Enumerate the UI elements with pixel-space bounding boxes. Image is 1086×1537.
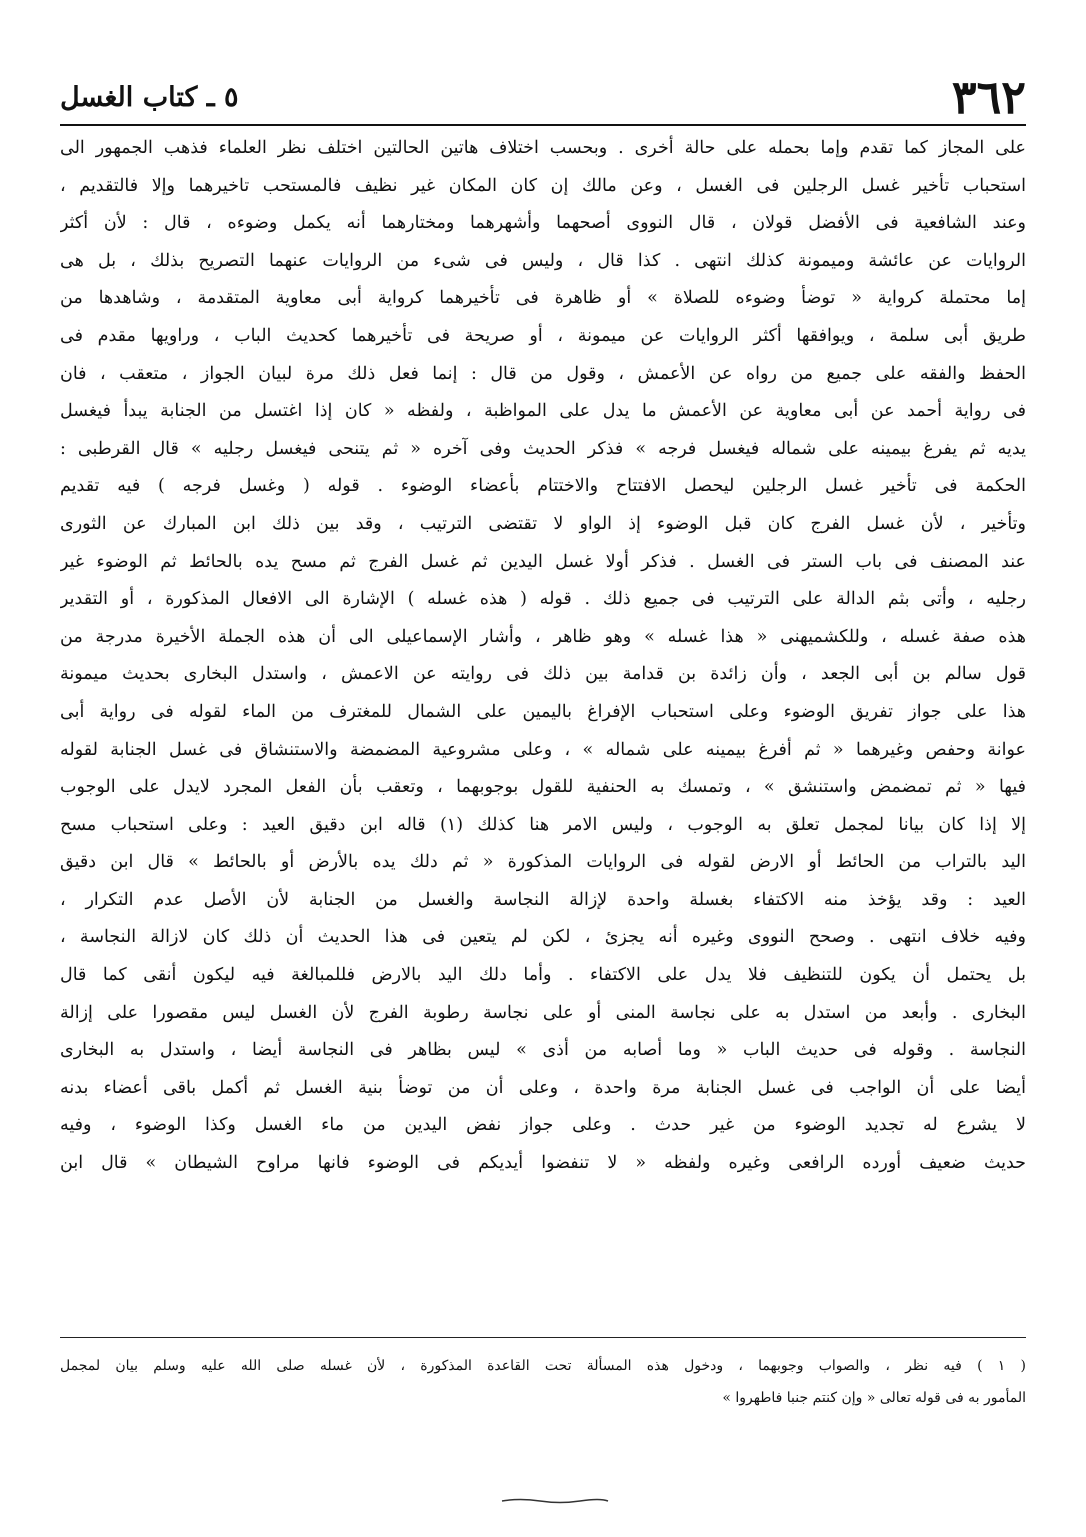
text-line: الحكمة فى تأخير غسل الرجلين ليحصل الافتتاح والاختتام بأعضاء الوضوء . قوله ( وغسل فرجه ) فيه تقديم: [60, 476, 1026, 497]
footnote-divider: [60, 1337, 1026, 1338]
page-ornament: [500, 1498, 610, 1504]
text-line: فيها « ثم تمضمض واستنشق » ، وتمسك به الحنفية للقول بوجوبهما ، وتعقب بأن الفعل المجرد لايدل على الوجوب: [60, 777, 1026, 798]
text-line: الروايات عن عائشة وميمونة كذلك انتهى . كذا قال ، وليس فى شىء من الروايات عنهما التصريح بذلك ، بل هى: [60, 250, 1026, 271]
page-header: [60, 70, 1026, 124]
text-line: هذا على جواز تفريق الوضوء وعلى استحباب الإفراغ باليمين على الشمال للمغترف من الماء لقوله فى رواية أبى: [60, 701, 1026, 722]
footnote-line: المأمور به فى قوله تعالى « وإن كنتم جنبا فاطهروا »: [722, 1390, 1026, 1406]
main-text: [60, 130, 1026, 1183]
page-number: ٣٦٢: [951, 70, 1026, 124]
text-line: رجليه ، وأتى بثم الدالة على الترتيب فى جميع ذلك . قوله ( هذه غسله ) الإشارة الى الافعال المذكورة ، أو التقدير: [60, 589, 1026, 610]
text-line: حديث ضعيف أورده الرافعى وغيره ولفظه « لا تنفضوا أيديكم فى الوضوء فانها مراوح الشيطان » قال ابن: [60, 1153, 1026, 1174]
text-line: هذه صفة غسله ، وللكشميهنى « هذا غسله » وهو ظاهر ، وأشار الإسماعيلى الى أن هذه الجملة الأخيرة مدرجة من: [60, 626, 1026, 647]
text-line: اليد بالتراب من الحائط أو الارض لقوله فى الروايات المذكورة « ثم دلك يده بالأرض أو بالحائط » قال ابن دقيق: [60, 852, 1026, 873]
text-line: إلا إذا كان بيانا لمجمل تعلق به الوجوب ، وليس الامر هنا كذلك (١) قاله ابن دقيق العيد : وعلى استحباب مسح: [60, 814, 1026, 835]
footnotes: [60, 1350, 1026, 1414]
text-line: لا يشرع له تجديد الوضوء من غير حدث . وعلى جواز نفض اليدين من ماء الغسل وكذا الوضوء ، وفيه: [60, 1115, 1026, 1136]
text-line: استحباب تأخير غسل الرجلين فى الغسل ، وعن مالك إن كان المكان غير نظيف فالمستحب تاخيرهما وإلا فالتقديم ،: [60, 175, 1026, 196]
footnote-line: ( ١ ) فيه نظر ، والصواب وجوبهما ، ودخول هذه المسألة تحت القاعدة المذكورة ، لأن غسله صلى الله عليه وسلم بيان لمجمل: [60, 1358, 1026, 1374]
text-line: أيضا على أن الواجب فى غسل الجنابة مرة واحدة ، وعلى أن من توضأ بنية الغسل ثم أكمل باقى أعضاء بدنه: [60, 1077, 1026, 1098]
text-line: العيد : وقد يؤخذ منه الاكتفاء بغسلة واحدة لإزالة النجاسة والغسل من الجنابة لأن الأصل عدم التكرار ،: [60, 889, 1026, 910]
text-line: الحفظ والفقه على جميع من رواه عن الأعمش ، وقول من قال : إنما فعل ذلك مرة لبيان الجواز ، متعقب ، فان: [60, 363, 1026, 384]
text-line: عوانة وحفص وغيرهما « ثم أفرغ بيمينه على شماله » ، وعلى مشروعية المضمضة والاستنشاق فى غسل الجنابة لقوله: [60, 739, 1026, 760]
text-line: طريق أبى سلمة ، ويوافقها أكثر الروايات عن ميمونة ، أو صريحة فى تأخيرهما كحديث الباب ، وراويها مقدم فى: [60, 325, 1026, 346]
text-line: فى رواية أحمد عن أبى معاوية عن الأعمش ما يدل على المواظبة ، ولفظه « كان إذا اغتسل من الجنابة يبدأ فيغسل: [60, 401, 1026, 422]
text-line: وتأخير ، لأن غسل الفرج كان قبل الوضوء إذ الواو لا تقتضى الترتيب ، وقد بين ذلك ابن المبارك عن الثورى: [60, 513, 1026, 534]
text-line: إما محتملة كرواية « توضأ وضوءه للصلاة » أو ظاهرة فى تأخيرهما كرواية أبى معاوية المتقدمة ، وشاهدها من: [60, 288, 1026, 309]
text-line: قول سالم بن أبى الجعد ، وأن زائدة بن قدامة بين ذلك فى روايته عن الاعمش ، واستدل البخارى بحديث ميمونة: [60, 664, 1026, 685]
text-line: على المجاز كما تقدم وإما بحمله على حالة أخرى . وبحسب اختلاف هاتين الحالتين اختلف نظر العلماء فذهب الجمهور الى: [60, 138, 1026, 158]
text-line: بل يحتمل أن يكون للتنظيف فلا يدل على الاكتفاء . وأما دلك اليد بالارض فللمبالغة فيه ليكون أنقى كما قال: [60, 965, 1026, 986]
text-line: يديه ثم يفرغ بيمينه على شماله فيغسل فرجه » فذكر الحديث وفى آخره « ثم يتنحى فيغسل رجليه » قال القرطبى :: [60, 438, 1026, 459]
text-line: عند المصنف فى باب الستر فى الغسل . فذكر أولا غسل اليدين ثم غسل الفرج ثم مسح يده بالحائط ثم الوضوء غير: [60, 551, 1026, 572]
text-line: وعند الشافعية فى الأفضل قولان ، قال النووى أصحهما وأشهرهما ومختارهما أنه يكمل وضوءه ، قال : لأن أكثر: [60, 213, 1026, 234]
text-line: وفيه خلاف انتهى . وصحح النووى وغيره أنه يجزئ ، لكن لم يتعين فى هذا الحديث أن ذلك كان لازالة النجاسة ،: [60, 927, 1026, 948]
header-rule: [60, 124, 1026, 126]
text-line: البخارى . وأبعد من استدل به على نجاسة المنى أو على نجاسة رطوبة الفرج لأن الغسل ليس مقصورا على إزالة: [60, 1002, 1026, 1023]
chapter-title: ٥ ـ كتاب الغسل: [60, 82, 239, 113]
text-line: النجاسة . وقوله فى حديث الباب « وما أصابه من أذى » ليس بظاهر فى النجاسة أيضا ، واستدل به البخارى: [60, 1040, 1026, 1061]
